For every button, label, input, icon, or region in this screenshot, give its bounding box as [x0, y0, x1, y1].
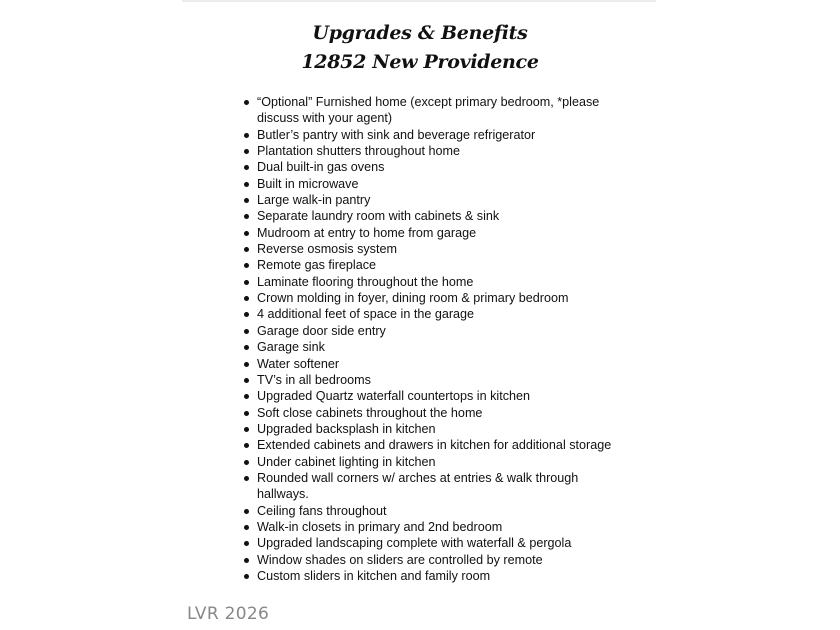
list-item: Water softener	[257, 356, 627, 372]
list-item: Upgraded backsplash in kitchen	[257, 421, 627, 437]
list-item: TV’s in all bedrooms	[257, 372, 627, 388]
document-title: Upgrades & Benefits	[312, 22, 528, 44]
document-subtitle-address: 12852 New Providence	[301, 51, 539, 73]
list-item: Remote gas fireplace	[257, 257, 627, 273]
list-item: Under cabinet lighting in kitchen	[257, 454, 627, 470]
upgrades-list	[257, 94, 627, 584]
list-item: Rounded wall corners w/ arches at entries & walk through hallways.	[257, 470, 627, 503]
list-item: Walk-in closets in primary and 2nd bedroom	[257, 519, 627, 535]
list-item: Ceiling fans throughout	[257, 503, 627, 519]
list-item: “Optional” Furnished home (except primary bedroom, *please discuss with your agent)	[257, 94, 627, 127]
list-item: Garage sink	[257, 339, 627, 355]
list-item: Reverse osmosis system	[257, 241, 627, 257]
list-item: Built in microwave	[257, 176, 627, 192]
list-item: Upgraded Quartz waterfall countertops in kitchen	[257, 388, 627, 404]
list-item: 4 additional feet of space in the garage	[257, 306, 627, 322]
list-item: Garage door side entry	[257, 323, 627, 339]
list-item: Custom sliders in kitchen and family room	[257, 568, 627, 584]
watermark: LVR 2026	[187, 604, 270, 624]
list-item: Extended cabinets and drawers in kitchen for additional storage	[257, 437, 627, 453]
page-top-edge	[182, 0, 656, 2]
list-item: Crown molding in foyer, dining room & primary bedroom	[257, 290, 627, 306]
list-item: Laminate flooring throughout the home	[257, 274, 627, 290]
list-item: Upgraded landscaping complete with waterfall & pergola	[257, 535, 627, 551]
list-item: Plantation shutters throughout home	[257, 143, 627, 159]
list-item: Dual built-in gas ovens	[257, 159, 627, 175]
list-item: Mudroom at entry to home from garage	[257, 225, 627, 241]
list-item: Large walk-in pantry	[257, 192, 627, 208]
list-item: Soft close cabinets throughout the home	[257, 405, 627, 421]
list-item: Window shades on sliders are controlled by remote	[257, 552, 627, 568]
list-item: Butler’s pantry with sink and beverage refrigerator	[257, 127, 627, 143]
list-item: Separate laundry room with cabinets & sink	[257, 208, 627, 224]
